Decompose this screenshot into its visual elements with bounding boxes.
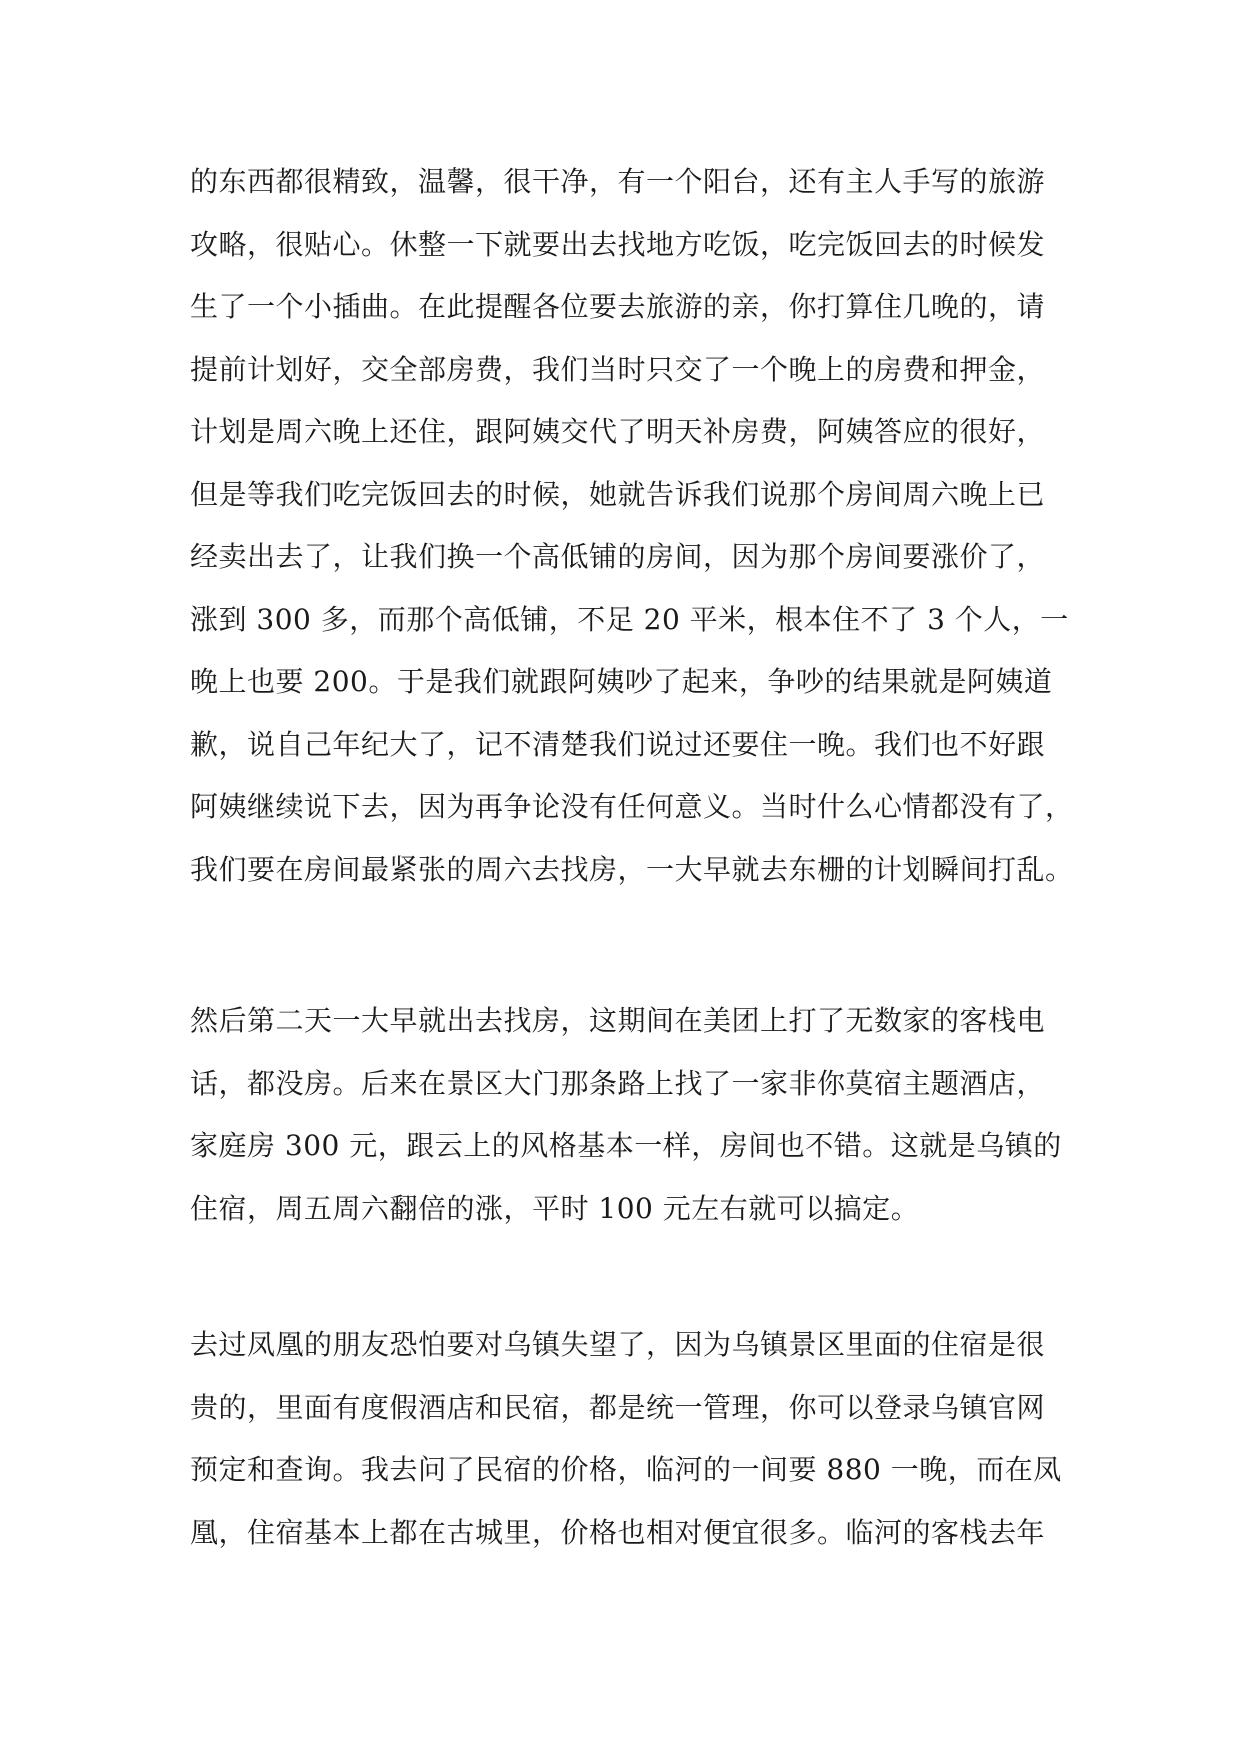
text-line: 贵的，里面有度假酒店和民宿，都是统一管理，你可以登录乌镇官网: [190, 1390, 1046, 1424]
text-line: 话，都没房。后来在景区大门那条路上找了一家非你莫宿主题酒店，: [190, 1066, 1046, 1100]
text-line: 凰，住宿基本上都在古城里，价格也相对便宜很多。临河的客栈去年: [190, 1515, 1046, 1549]
text-line: 我们要在房间最紧张的周六去找房，一大早就去东栅的计划瞬间打乱。: [190, 852, 1074, 886]
text-line: 攻略，很贴心。休整一下就要出去找地方吃饭，吃完饭回去的时候发: [190, 227, 1046, 261]
paragraph: [190, 1327, 1060, 1551]
text-line: 然后第二天一大早就出去找房，这期间在美团上打了无数家的客栈电: [190, 1004, 1046, 1037]
text-line: 去过凤凰的朋友恐怕要对乌镇失望了，因为乌镇景区里面的住宿是很: [190, 1328, 1046, 1361]
text-line: 晚上也要 200。于是我们就跟阿姨吵了起来，争吵的结果就是阿姨道: [190, 665, 1053, 698]
text-line: 生了一个小插曲。在此提醒各位要去旅游的亲，你打算住几晚的，请: [190, 290, 1046, 323]
text-line: 涨到 300 多，而那个高低铺，不足 20 平米，根本住不了 3 个人，一: [190, 602, 1069, 636]
text-line: 经卖出去了，让我们换一个高低铺的房间，因为那个房间要涨价了，: [190, 540, 1046, 573]
text-line: 预定和查询。我去问了民宿的价格，临河的一间要 880 一晚，而在凤: [190, 1453, 1062, 1486]
text-line: 歉，说自己年纪大了，记不清楚我们说过还要住一晚。我们也不好跟: [190, 727, 1046, 761]
text-line: 计划是周六晚上还住，跟阿姨交代了明天补房费，阿姨答应的很好，: [190, 415, 1046, 448]
text-line: 家庭房 300 元，跟云上的风格基本一样，房间也不错。这就是乌镇的: [190, 1129, 1062, 1162]
text-line: 住宿，周五周六翻倍的涨，平时 100 元左右就可以搞定。: [190, 1191, 920, 1225]
text-line: 的东西都很精致，温馨，很干净，有一个阳台，还有主人手写的旅游: [190, 165, 1046, 198]
text-line: 阿姨继续说下去，因为再争论没有任何意义。当时什么心情都没有了，: [190, 790, 1074, 823]
paragraph: [190, 164, 1074, 888]
text-line: 提前计划好，交全部房费，我们当时只交了一个晚上的房费和押金，: [190, 352, 1046, 386]
text-line: 但是等我们吃完饭回去的时候，她就告诉我们说那个房间周六晚上已: [190, 477, 1046, 511]
paragraph: [190, 1003, 1060, 1227]
